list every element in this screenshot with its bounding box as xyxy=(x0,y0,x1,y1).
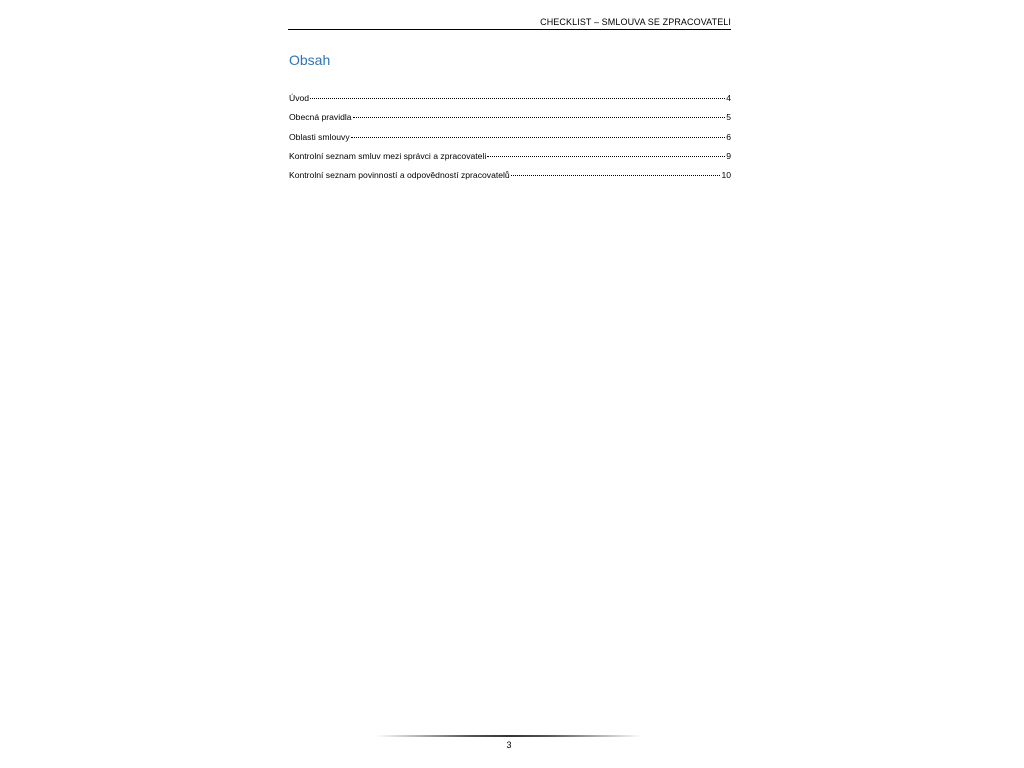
toc-dot-leader xyxy=(351,137,726,138)
toc-entry-label: Úvod xyxy=(289,93,310,103)
header-title: CHECKLIST – SMLOUVA SE ZPRACOVATELI xyxy=(540,17,731,27)
toc-entry-page: 9 xyxy=(726,150,731,161)
toc-entry-obecna-pravidla[interactable] xyxy=(289,111,731,130)
toc-entry-page: 5 xyxy=(726,112,731,123)
toc-entry-label: Obecná pravidla xyxy=(289,112,352,123)
footer-divider xyxy=(376,735,642,737)
table-of-contents xyxy=(289,92,731,188)
toc-entry-label: Oblasti smlouvy xyxy=(289,131,350,142)
toc-entry-page: 4 xyxy=(726,93,731,103)
toc-entry-page: 10 xyxy=(721,170,731,181)
toc-entry-uvod[interactable] xyxy=(289,92,731,111)
toc-entry-kontrolni-seznam-smluv[interactable] xyxy=(289,150,731,169)
toc-entry-kontrolni-seznam-povinnosti[interactable] xyxy=(289,169,731,188)
toc-entry-oblasti-smlouvy[interactable] xyxy=(289,131,731,150)
toc-dot-leader xyxy=(511,175,721,176)
toc-dot-leader xyxy=(310,98,725,99)
toc-entry-label: Kontrolní seznam smluv mezi správci a zpracovateli xyxy=(289,150,487,161)
toc-title: Obsah xyxy=(289,52,331,68)
toc-entry-label: Kontrolní seznam povinností a odpovědností zpracovatelů xyxy=(289,170,510,181)
page-number: 3 xyxy=(506,740,512,750)
toc-dot-leader xyxy=(353,117,726,118)
toc-dot-leader xyxy=(487,156,725,157)
page-header xyxy=(288,16,731,30)
toc-entry-page: 6 xyxy=(726,131,731,142)
